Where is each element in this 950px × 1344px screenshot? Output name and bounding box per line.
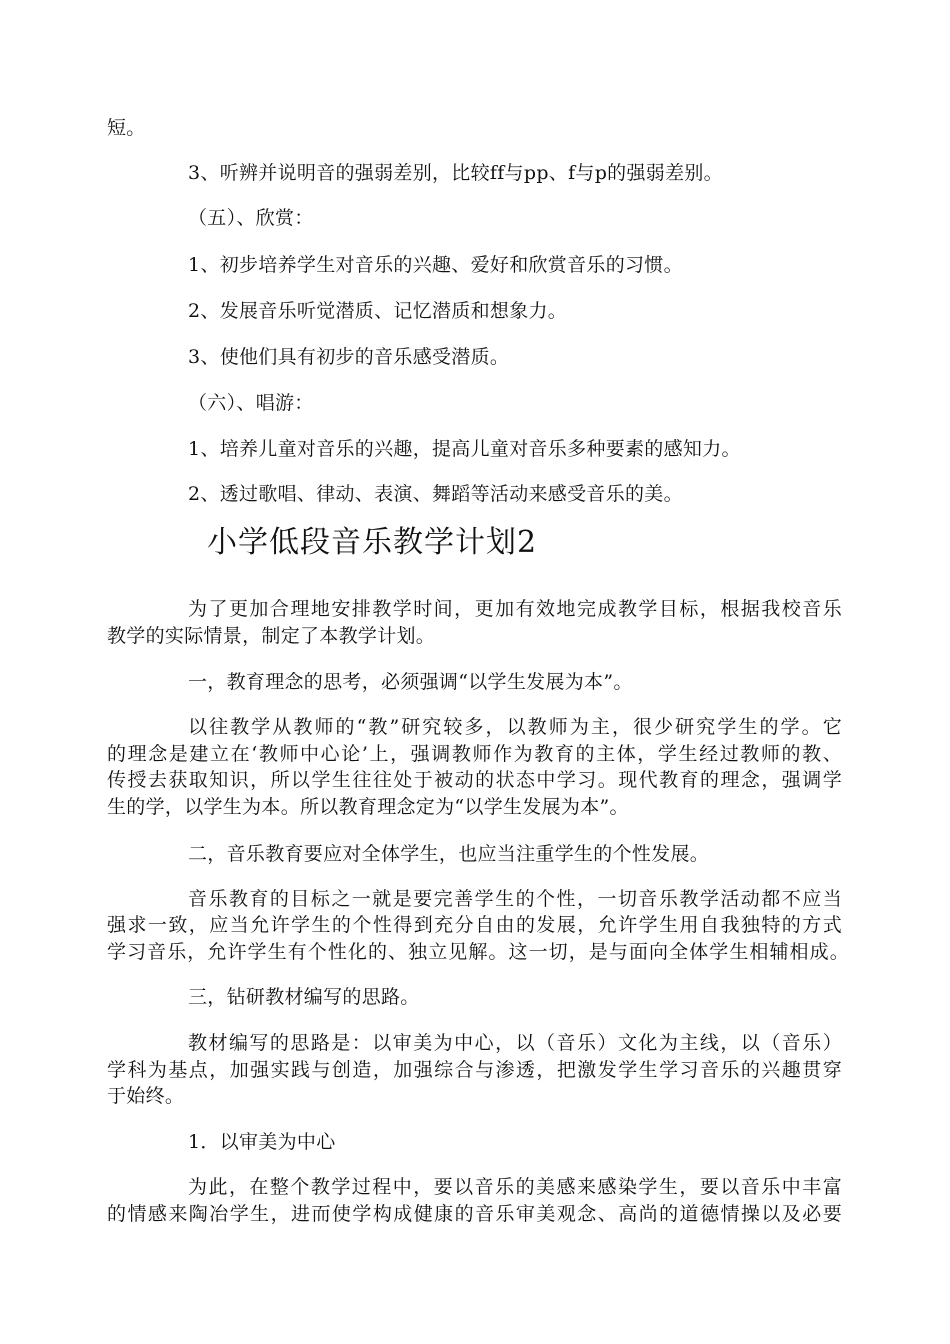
paragraph-line: 教学的实际情景，制定了本教学计划。	[107, 625, 436, 647]
list-item: 2、发展音乐听觉潜质、记忆潜质和想象力。	[188, 300, 568, 322]
subheading: 三，钻研教材编写的思路。	[188, 986, 420, 1008]
paragraph-line: 生的学，以学生为本。所以教育理念定为“以学生发展为本”。	[107, 796, 629, 818]
list-item: 3、使他们具有初步的音乐感受潜质。	[188, 346, 510, 368]
paragraph-continuation: 短。	[107, 117, 146, 139]
paragraph-line: 教材编写的思路是：以审美为中心，以（音乐）文化为主线，以（音乐）	[188, 1032, 842, 1054]
subheading: 一，教育理念的思考，必须强调“以学生发展为本”。	[188, 671, 633, 693]
list-item: 1、初步培养学生对音乐的兴趣、爱好和欣赏音乐的习惯。	[188, 254, 683, 276]
paragraph-line: 的理念是建立在‘教师中心论’上，强调教师作为教育的主体，学生经过教师的教、	[107, 743, 842, 765]
section-heading: （五）、欣赏：	[188, 207, 314, 229]
document-title: 小学低段音乐教学计划2	[207, 525, 538, 560]
paragraph-line: 为此，在整个教学过程中，要以音乐的美感来感染学生，要以音乐中丰富	[188, 1176, 842, 1198]
paragraph-line: 学习音乐，允许学生有个性化的、独立见解。这一切，是与面向全体学生相辅相成。	[107, 941, 849, 963]
list-item: 2、透过歌唱、律动、表演、舞蹈等活动来感受音乐的美。	[188, 483, 683, 505]
subheading: 1．以审美为中心	[188, 1131, 336, 1153]
paragraph-line: 音乐教育的目标之一就是要完善学生的个性，一切音乐教学活动都不应当	[188, 888, 842, 910]
paragraph-line: 于始终。	[107, 1085, 185, 1107]
paragraph-line: 传授去获取知识，所以学生往往处于被动的状态中学习。现代教育的理念，强调学	[107, 769, 842, 791]
paragraph-line: 学科为基点，加强实践与创造，加强综合与渗透，把激发学生学习音乐的兴趣贯穿	[107, 1059, 842, 1081]
subheading: 二，音乐教育要应对全体学生，也应当注重学生的个性发展。	[188, 843, 710, 865]
paragraph-line: 强求一致，应当允许学生的个性得到充分自由的发展，允许学生用自我独特的方式	[107, 914, 842, 936]
paragraph-line: 为了更加合理地安排教学时间，更加有效地完成教学目标，根据我校音乐	[188, 598, 842, 620]
list-item: 3、听辨并说明音的强弱差别，比较ff与pp、f与p的强弱差别。	[188, 162, 723, 184]
list-item: 1、培养儿童对音乐的兴趣，提高儿童对音乐多种要素的感知力。	[188, 438, 741, 460]
section-heading: （六）、唱游：	[188, 392, 314, 414]
paragraph-line: 的情感来陶冶学生，进而使学构成健康的音乐审美观念、高尚的道德情操以及必要	[107, 1203, 842, 1225]
paragraph-line: 以往教学从教师的“教”研究较多，以教师为主，很少研究学生的学。它	[188, 716, 842, 738]
